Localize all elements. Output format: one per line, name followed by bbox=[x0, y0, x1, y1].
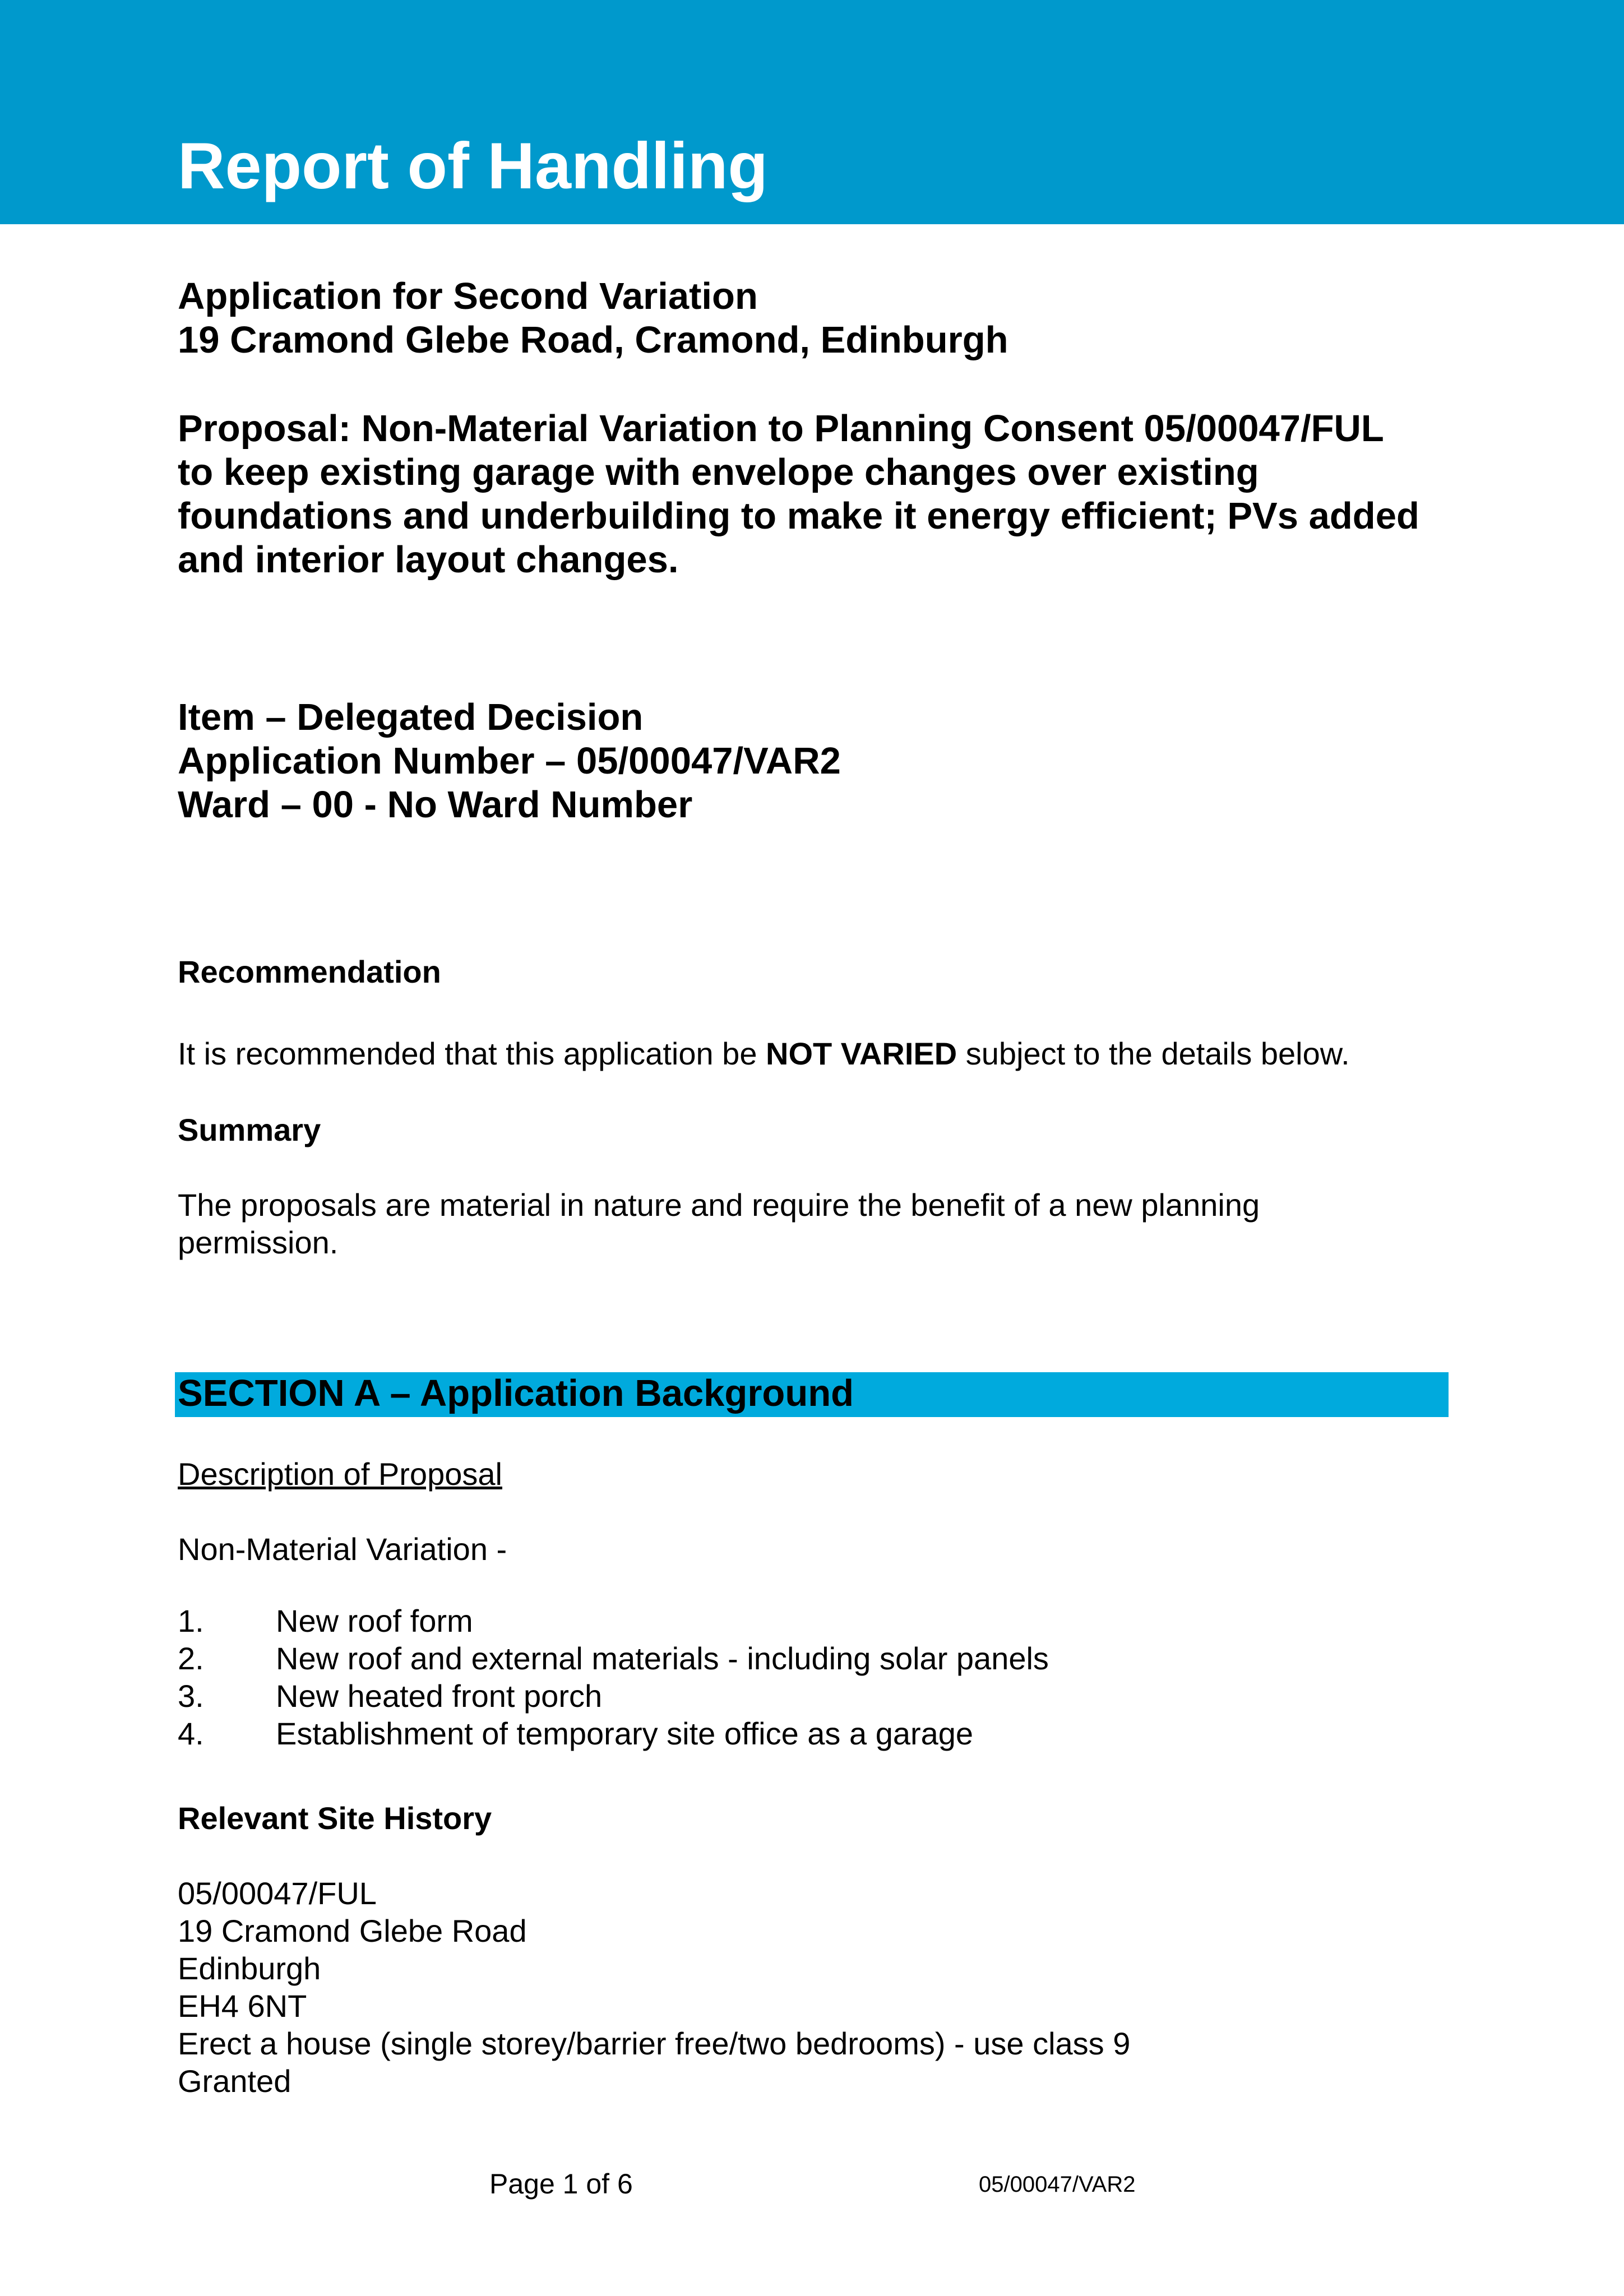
history-heading: Relevant Site History bbox=[178, 1800, 492, 1836]
footer-reference: 05/00047/VAR2 bbox=[979, 2172, 1136, 2197]
item-details bbox=[178, 696, 841, 827]
list-item-text: New roof form bbox=[276, 1603, 473, 1638]
application-number: Application Number – 05/00047/VAR2 bbox=[178, 740, 841, 782]
variation-label: Non-Material Variation - bbox=[178, 1531, 507, 1567]
recommendation-text bbox=[178, 1035, 1350, 1072]
application-heading bbox=[178, 275, 1008, 362]
summary-heading: Summary bbox=[178, 1112, 321, 1147]
list-item-text: Establishment of temporary site office as a garage bbox=[276, 1716, 974, 1751]
summary-text bbox=[178, 1186, 1260, 1261]
proposal-heading bbox=[178, 407, 1419, 582]
history-line: 05/00047/FUL bbox=[178, 1876, 377, 1911]
description-heading: Description of Proposal bbox=[178, 1456, 502, 1492]
history-line: Edinburgh bbox=[178, 1951, 321, 1986]
history-line: Granted bbox=[178, 2063, 292, 2099]
report-title: Report of Handling bbox=[178, 129, 768, 202]
application-address: 19 Cramond Glebe Road, Cramond, Edinburgh bbox=[178, 319, 1008, 361]
proposal-line: to keep existing garage with envelope changes over existing bbox=[178, 451, 1259, 493]
list-item-text: New heated front porch bbox=[276, 1678, 603, 1714]
summary-line: The proposals are material in nature and require the benefit of a new planning bbox=[178, 1187, 1260, 1223]
summary-line: permission. bbox=[178, 1225, 339, 1260]
recommendation-text-after: subject to the details below. bbox=[957, 1036, 1350, 1071]
history-line: 19 Cramond Glebe Road bbox=[178, 1913, 527, 1948]
list-item-number: 4. bbox=[178, 1716, 204, 1751]
site-history bbox=[178, 1874, 1130, 2100]
proposal-line: foundations and underbuilding to make it energy efficient; PVs added bbox=[178, 495, 1419, 537]
recommendation-text-before: It is recommended that this application be bbox=[178, 1036, 766, 1071]
recommendation-decision: NOT VARIED bbox=[766, 1036, 957, 1071]
history-line: EH4 6NT bbox=[178, 1988, 307, 2024]
list-item-number: 1. bbox=[178, 1603, 204, 1638]
recommendation-heading: Recommendation bbox=[178, 954, 441, 989]
section-a-title: SECTION A – Application Background bbox=[178, 1372, 854, 1414]
list-item-text: New roof and external materials - including solar panels bbox=[276, 1641, 1049, 1676]
proposal-line: Proposal: Non-Material Variation to Planning Consent 05/00047/FUL bbox=[178, 408, 1384, 450]
page-number: Page 1 of 6 bbox=[489, 2168, 633, 2200]
application-type: Application for Second Variation bbox=[178, 275, 758, 317]
proposal-line: and interior layout changes. bbox=[178, 539, 679, 581]
history-line: Erect a house (single storey/barrier free/two bedrooms) - use class 9 bbox=[178, 2026, 1131, 2061]
ward: Ward – 00 - No Ward Number bbox=[178, 784, 693, 826]
list-item-number: 2. bbox=[178, 1641, 204, 1676]
list-item-number: 3. bbox=[178, 1678, 204, 1714]
header-banner bbox=[0, 0, 1624, 224]
item-decision: Item – Delegated Decision bbox=[178, 696, 644, 738]
